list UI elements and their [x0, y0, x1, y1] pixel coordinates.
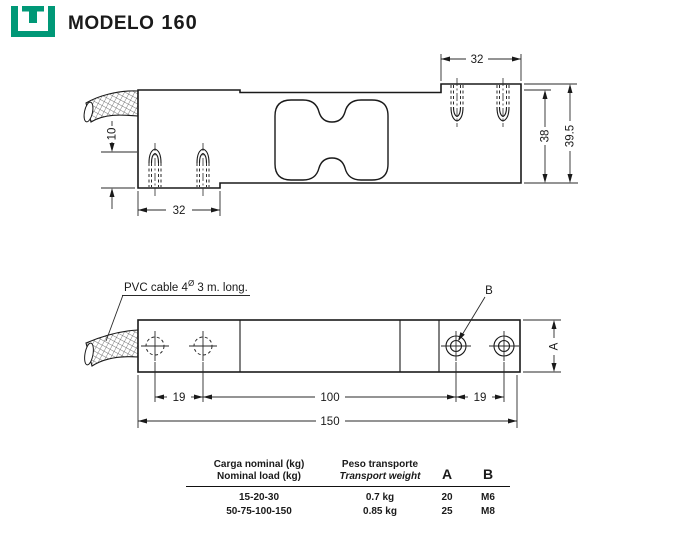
- svg-text:39.5: 39.5: [564, 124, 577, 148]
- col-header-transport-weight: [332, 459, 428, 486]
- dim-right-hole-spacing: [456, 392, 504, 404]
- svg-text:10: 10: [106, 127, 119, 141]
- dim-center-length: [203, 392, 456, 404]
- cable-label-text: PVC cable 4: [124, 281, 188, 294]
- cable-label-length: 3 m. long.: [194, 281, 248, 294]
- diameter-symbol: Ø: [187, 279, 195, 288]
- header-nominal-load: Nominal load (kg): [217, 471, 301, 482]
- svg-text:38: 38: [539, 129, 552, 143]
- row1-weight: 0.7 kg: [365, 492, 395, 503]
- svg-text:19: 19: [473, 392, 487, 404]
- header-transport-weight: Transport weight: [339, 471, 421, 482]
- svg-text:B: B: [485, 285, 493, 297]
- svg-text:150: 150: [320, 416, 340, 428]
- row2-a: 25: [441, 506, 453, 517]
- row1-a: 20: [441, 492, 453, 503]
- side-view: [83, 285, 561, 428]
- svg-text:32: 32: [470, 54, 484, 66]
- svg-text:32: 32: [172, 205, 186, 217]
- svg-text:100: 100: [320, 392, 340, 404]
- title-text: MODELO: [68, 12, 155, 34]
- model-number: 160: [161, 11, 198, 34]
- dim-left-hole-spacing: [155, 392, 203, 404]
- cable-top-view: [83, 91, 138, 123]
- row2-load: 50-75-100-150: [226, 506, 292, 517]
- svg-text:A: A: [548, 342, 561, 351]
- svg-text:19: 19: [172, 392, 186, 404]
- col-header-b: B: [482, 466, 494, 482]
- col-header-nominal-load: [186, 459, 332, 486]
- header-peso-transporte: Peso transporte: [341, 459, 419, 470]
- dim-top-width: [441, 54, 521, 81]
- cable-side-view: [83, 330, 138, 366]
- dim-thread-depth: [101, 121, 137, 209]
- cable-label: [122, 279, 250, 296]
- dim-height-a: [523, 320, 561, 372]
- dim-bottom-width: [138, 191, 220, 217]
- spec-table: [186, 459, 510, 519]
- row2-b: M8: [481, 506, 495, 517]
- row1-load: 15-20-30: [238, 492, 280, 503]
- top-view: [83, 54, 578, 217]
- row1-b: M6: [481, 492, 495, 503]
- row2-weight: 0.85 kg: [363, 506, 397, 517]
- header-carga-nominal: Carga nominal (kg): [213, 459, 305, 470]
- col-header-a: A: [441, 466, 453, 482]
